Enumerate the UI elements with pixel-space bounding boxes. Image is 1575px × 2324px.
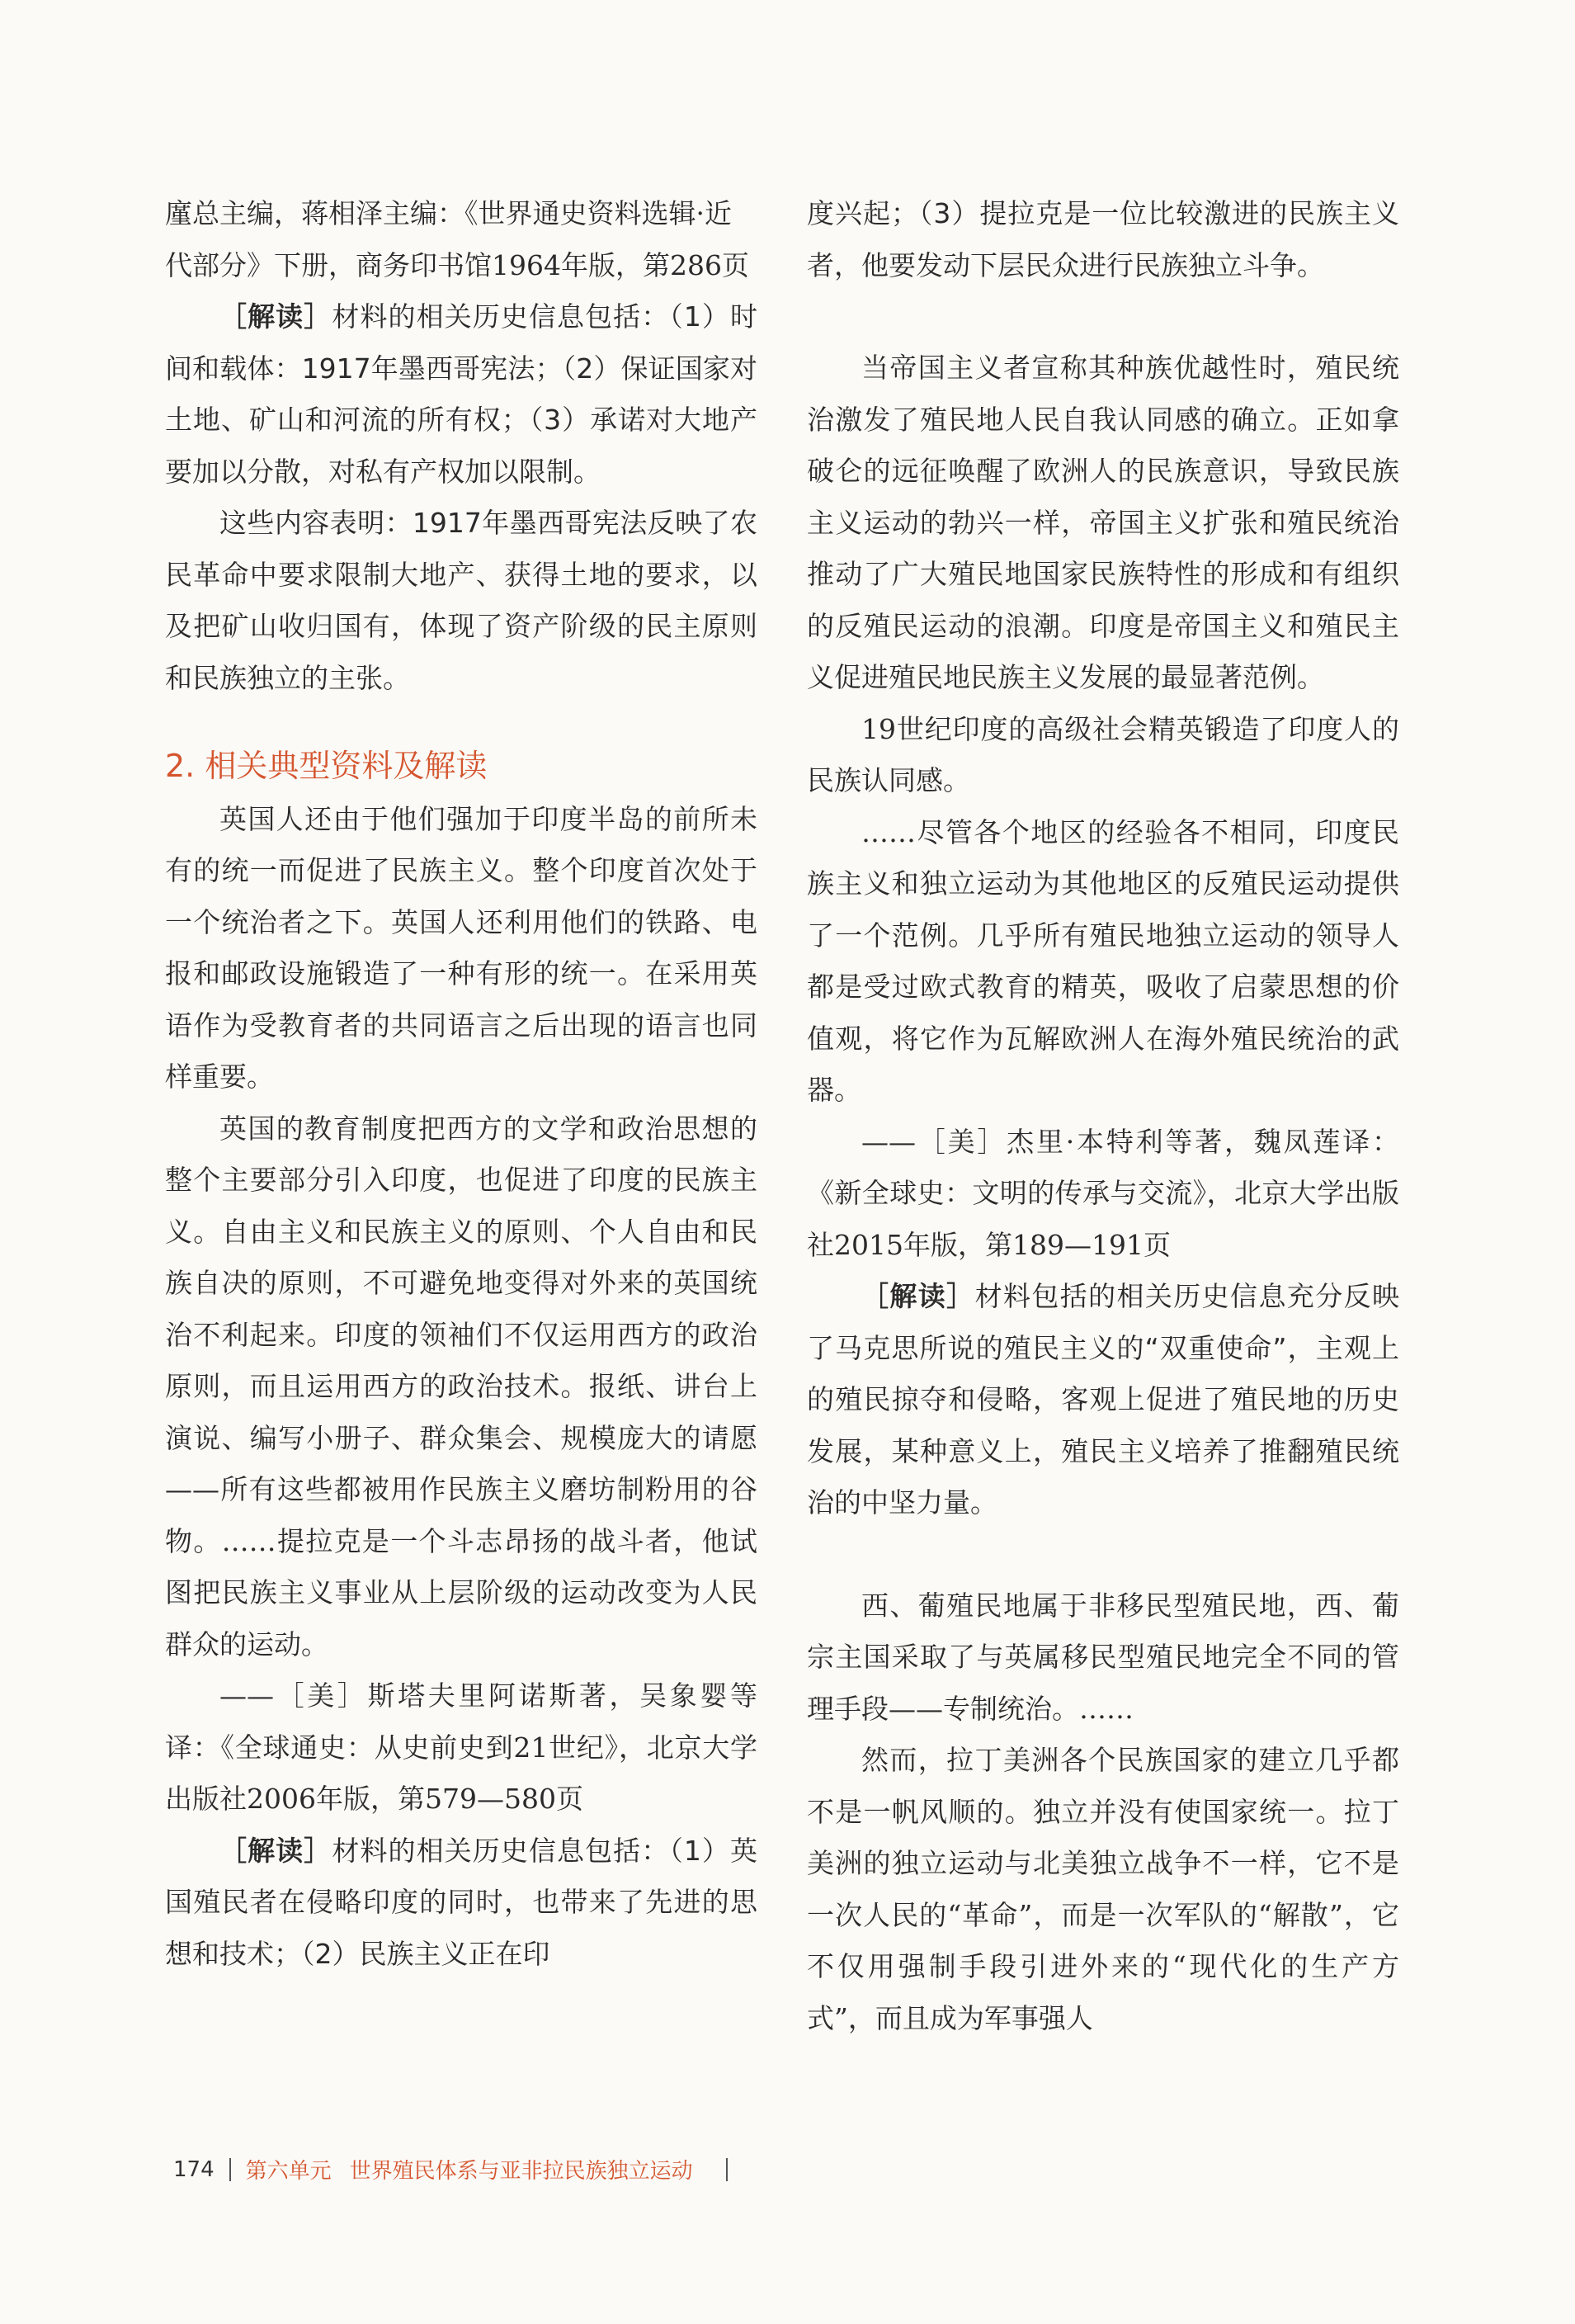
quote-paragraph: 西、葡殖民地属于非移民型殖民地，西、葡宗主国采取了与英属移民型殖民地完全不同的管理手段——专制统治。…… <box>807 1589 1399 1725</box>
footer-divider <box>229 2158 231 2181</box>
page-footer <box>173 2154 743 2185</box>
quote-paragraph: 然而，拉丁美洲各个民族国家的建立几乎都不是一帆风顺的。独立并没有使国家统一。拉丁美洲的独立运动与北美独立战争不一样，它不是一次人民的“革命”，而是一次军队的“解散”，它不仅用强制手段引进外来的“现代化的生产方式”，而且成为军事强人 <box>807 1744 1399 2034</box>
quote-paragraph: 英国人还由于他们强加于印度半岛的前所未有的统一而促进了民族主义。整个印度首次处于一个统治者之下。英国人还利用他们的铁路、电报和邮政设施锻造了一种有形的统一。在采用英语作为受教育者的共同语言之后出现的语言也同样重要。 <box>165 802 757 1093</box>
quote-paragraph: ……尽管各个地区的经验各不相同，印度民族主义和独立运动为其他地区的反殖民运动提供了一个范例。几乎所有殖民地独立运动的领导人都是受过欧式教育的精英，吸收了启蒙思想的价值观，将它作为瓦解欧洲人在海外殖民统治的武器。 <box>807 815 1399 1106</box>
left-column <box>165 188 757 1980</box>
unit-title: 世界殖民体系与亚非拉民族独立运动 <box>349 2159 693 2184</box>
right-column <box>807 188 1399 2044</box>
interpretation-label: ［解读］ <box>861 1280 975 1312</box>
interpretation-text: 材料的相关历史信息包括：（1）时间和载体：1917年墨西哥宪法；（2）保证国家对土地、矿山和河流的所有权；（3）承诺对大地产要加以分散，对私有产权加以限制。 <box>165 300 758 488</box>
unit-number: 第六单元 <box>245 2159 332 2184</box>
source-citation: 廑总主编，蒋相泽主编：《世界通史资料选辑·近代部分》下册，商务印书馆1964年版，第286页 <box>165 197 749 281</box>
quote-paragraph: 英国的教育制度把西方的文学和政治思想的整个主要部分引入印度，也促进了印度的民族主义。自由主义和民族主义的原则、个人自由和民族自决的原则，不可避免地变得对外来的英国统治不利起来。印度的领袖们不仅运用西方的政治原则，而且运用西方的政治技术。报纸、讲台上演说、编写小册子、群众集会、规模庞大的请愿——所有这些都被用作民族主义磨坊制粉用的谷物。……提拉克是一个斗志昂扬的战斗者，他试图把民族主义事业从上层阶级的运动改变为人民群众的运动。 <box>165 1112 757 1660</box>
unit-label <box>246 2154 711 2185</box>
spacer <box>807 291 1399 342</box>
interpretation-paragraph <box>165 1826 757 1981</box>
quote-paragraph: 当帝国主义者宣称其种族优越性时，殖民统治激发了殖民地人民自我认同感的确立。正如拿破仑的远征唤醒了欧洲人的民族意识，导致民族主义运动的勃兴一样，帝国主义扩张和殖民统治推动了广大殖民地国家民族特性的形成和有组织的反殖民运动的浪潮。印度是帝国主义和殖民主义促进殖民地民族主义发展的最显著范例。 <box>807 352 1399 693</box>
source-citation: ——［美］斯塔夫里阿诺斯著，吴象婴等译：《全球通史：从史前史到21世纪》，北京大学出版社2006年版，第579—580页 <box>165 1679 757 1815</box>
page-number: 174 <box>173 2156 215 2182</box>
interpretation-continued: 度兴起；（3）提拉克是一位比较激进的民族主义者，他要发动下层民众进行民族独立斗争。 <box>807 197 1399 281</box>
spacer <box>807 1529 1399 1580</box>
interpretation-text: 材料包括的相关历史信息充分反映了马克思所说的殖民主义的“双重使命”，主观上的殖民掠夺和侵略，客观上促进了殖民地的历史发展，某种意义上，殖民主义培养了推翻殖民统治的中坚力量。 <box>807 1280 1400 1519</box>
section-heading: 2. 相关典型资料及解读 <box>165 748 488 784</box>
interpretation-paragraph <box>807 1271 1399 1529</box>
conclusion-paragraph: 这些内容表明：1917年墨西哥宪法反映了农民革命中要求限制大地产、获得土地的要求，以及把矿山收归国有，体现了资产阶级的民主原则和民族独立的主张。 <box>165 507 757 694</box>
source-citation: ——［美］杰里·本特利等著，魏凤莲译：《新全球史：文明的传承与交流》，北京大学出版社2015年版，第189—191页 <box>807 1125 1399 1261</box>
interpretation-label: ［解读］ <box>219 300 332 333</box>
footer-divider <box>726 2158 728 2181</box>
interpretation-text: 材料的相关历史信息包括：（1）英国殖民者在侵略印度的同时，也带来了先进的思想和技术；（2）民族主义正在印 <box>165 1834 758 1970</box>
quote-paragraph: 19世纪印度的高级社会精英锻造了印度人的民族认同感。 <box>807 712 1399 796</box>
interpretation-paragraph <box>165 291 757 498</box>
interpretation-label: ［解读］ <box>219 1834 332 1867</box>
